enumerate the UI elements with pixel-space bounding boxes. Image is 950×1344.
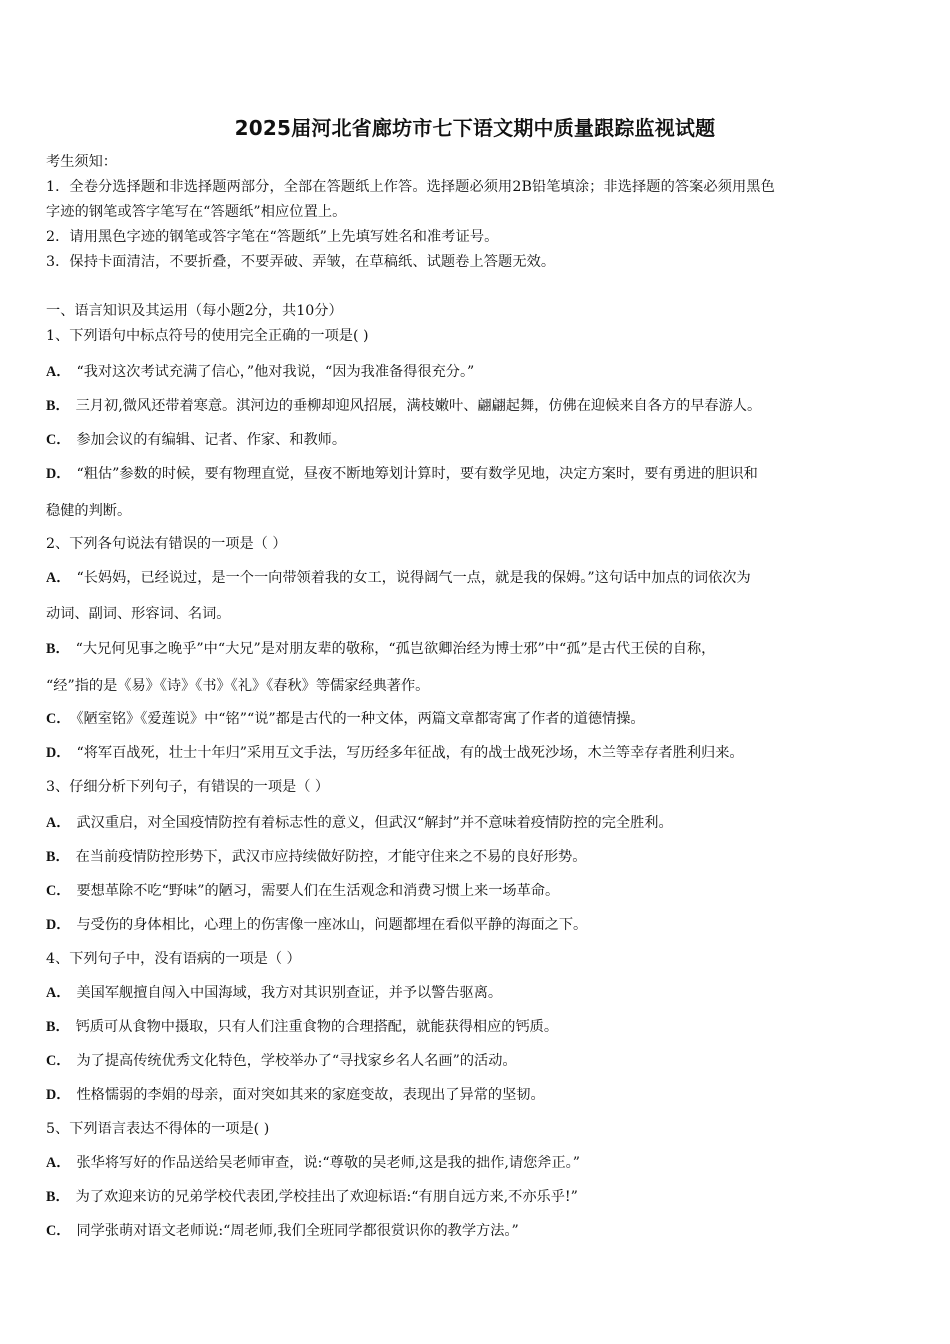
option-text: 为了欢迎来访的兄弟学校代表团,学校挂出了欢迎标语:“有朋自远方来,不亦乐乎!” xyxy=(75,1189,578,1205)
notice-line: 3．保持卡面清洁，不要折叠，不要弄破、弄皱，在草稿纸、试题卷上答题无效。 xyxy=(46,254,556,270)
option-letter: A． xyxy=(46,364,71,380)
option-text: “我对这次考试充满了信心，”他对我说，“因为我准备得很充分。” xyxy=(76,364,475,380)
option-letter: A． xyxy=(46,570,71,586)
option-line xyxy=(46,639,906,659)
option-line xyxy=(46,743,906,763)
option-line xyxy=(46,1017,906,1037)
question-stem: 1、下列语句中标点符号的使用完全正确的一项是( ) xyxy=(46,328,369,344)
question-stem: 4、下列句子中，没有语病的一项是（ ） xyxy=(46,951,301,967)
option-letter: B． xyxy=(46,849,70,865)
option-line xyxy=(46,568,906,588)
option-line xyxy=(46,396,906,416)
option-text: 性格懦弱的李娟的母亲，面对突如其来的家庭变故，表现出了异常的坚韧。 xyxy=(76,1087,545,1103)
option-line xyxy=(46,1221,906,1241)
option-continuation: 稳健的判断。 xyxy=(46,503,132,519)
option-letter: C． xyxy=(46,711,71,727)
option-text: 张华将写好的作品送给吴老师审查，说:“尊敬的吴老师,这是我的拙作,请您斧正。” xyxy=(76,1155,581,1171)
option-text: 参加会议的有编辑、记者、作家、和教师。 xyxy=(76,432,347,448)
option-text: 钙质可从食物中摄取，只有人们注重食物的合理搭配，就能获得相应的钙质。 xyxy=(75,1019,559,1035)
option-continuation: 动词、副词、形容词、名词。 xyxy=(46,606,231,622)
exam-title: 2025届河北省廊坊市七下语文期中质量跟踪监视试题 xyxy=(234,116,716,140)
option-line xyxy=(46,983,906,1003)
option-line xyxy=(46,1187,906,1207)
option-letter: B． xyxy=(46,1189,70,1205)
option-letter: C． xyxy=(46,432,71,448)
option-line xyxy=(46,915,906,935)
option-letter: D． xyxy=(46,1087,71,1103)
notice-line: 1．全卷分选择题和非选择题两部分，全部在答题纸上作答。选择题必须用2B铅笔填涂；非选择题的答案必须用黑色 xyxy=(46,179,775,195)
option-text: “长妈妈，已经说过，是一个一向带领着我的女工，说得阔气一点，就是我的保姆。”这句话中加点的词依次为 xyxy=(76,570,751,586)
option-letter: D． xyxy=(46,917,71,933)
option-letter: C． xyxy=(46,1223,71,1239)
option-letter: B． xyxy=(46,641,70,657)
option-line xyxy=(46,430,906,450)
option-line xyxy=(46,881,906,901)
question-stem: 2、下列各句说法有错误的一项是（ ） xyxy=(46,536,287,552)
option-letter: A． xyxy=(46,985,71,1001)
option-text: 武汉重启，对全国疫情防控有着标志性的意义，但武汉“解封”并不意味着疫情防控的完全胜利。 xyxy=(76,815,673,831)
option-text: “粗估”参数的时候，要有物理直觉，昼夜不断地筹划计算时，要有数学见地，决定方案时，要有勇进的胆识和 xyxy=(76,466,758,482)
option-line xyxy=(46,1085,906,1105)
option-letter: C． xyxy=(46,1053,71,1069)
option-text: 与受伤的身体相比，心理上的伤害像一座冰山，问题都埋在看似平静的海面之下。 xyxy=(76,917,588,933)
section-heading: 一、语言知识及其运用（每小题2分，共10分） xyxy=(46,303,343,319)
option-line xyxy=(46,464,906,484)
option-text: “大兄何见事之晚乎”中“大兄”是对朋友辈的敬称，“孤岂欲卿治经为博士邪”中“孤”是古代王侯的自称， xyxy=(75,641,716,657)
option-text: 要想革除不吃“野味”的陋习，需要人们在生活观念和消费习惯上来一场革命。 xyxy=(76,883,560,899)
option-letter: A． xyxy=(46,1155,71,1171)
option-line xyxy=(46,709,906,729)
notice-line: 2．请用黑色字迹的钢笔或答字笔在“答题纸”上先填写姓名和准考证号。 xyxy=(46,229,499,245)
option-text: 三月初,微风还带着寒意。淇河边的垂柳却迎风招展，满枝嫩叶、翩翩起舞，仿佛在迎候来自各方的早春游人。 xyxy=(75,398,762,414)
option-line xyxy=(46,847,906,867)
notice-line: 字迹的钢笔或答字笔写在“答题纸”相应位置上。 xyxy=(46,204,347,220)
option-letter: B． xyxy=(46,1019,70,1035)
option-letter: B． xyxy=(46,398,70,414)
option-text: 为了提高传统优秀文化特色，学校举办了“寻找家乡名人名画”的活动。 xyxy=(76,1053,517,1069)
option-text: 同学张萌对语文老师说:“周老师,我们全班同学都很赏识你的教学方法。” xyxy=(76,1223,519,1239)
option-letter: C． xyxy=(46,883,71,899)
option-line xyxy=(46,1153,906,1173)
option-line xyxy=(46,362,906,382)
question-stem: 3、仔细分析下列句子，有错误的一项是（ ） xyxy=(46,779,330,795)
question-stem: 5、下列语言表达不得体的一项是( ) xyxy=(46,1121,270,1137)
option-letter: A． xyxy=(46,815,71,831)
option-line xyxy=(46,813,906,833)
option-text: “将军百战死，壮士十年归”采用互文手法，写历经多年征战，有的战士战死沙场，木兰等幸存者胜利归来。 xyxy=(76,745,744,761)
notice-heading: 考生须知： xyxy=(46,154,117,170)
option-text: 在当前疫情防控形势下，武汉市应持续做好防控，才能守住来之不易的良好形势。 xyxy=(75,849,587,865)
option-text: 美国军舰擅自闯入中国海域，我方对其识别查证，并予以警告驱离。 xyxy=(76,985,503,1001)
option-text: 《陋室铭》《爱莲说》中“铭”“说”都是古代的一种文体，两篇文章都寄寓了作者的道德情操。 xyxy=(76,711,645,727)
option-line xyxy=(46,1051,906,1071)
option-letter: D． xyxy=(46,466,71,482)
option-letter: D． xyxy=(46,745,71,761)
option-continuation: “经”指的是《易》《诗》《书》《礼》《春秋》等儒家经典著作。 xyxy=(46,678,430,694)
